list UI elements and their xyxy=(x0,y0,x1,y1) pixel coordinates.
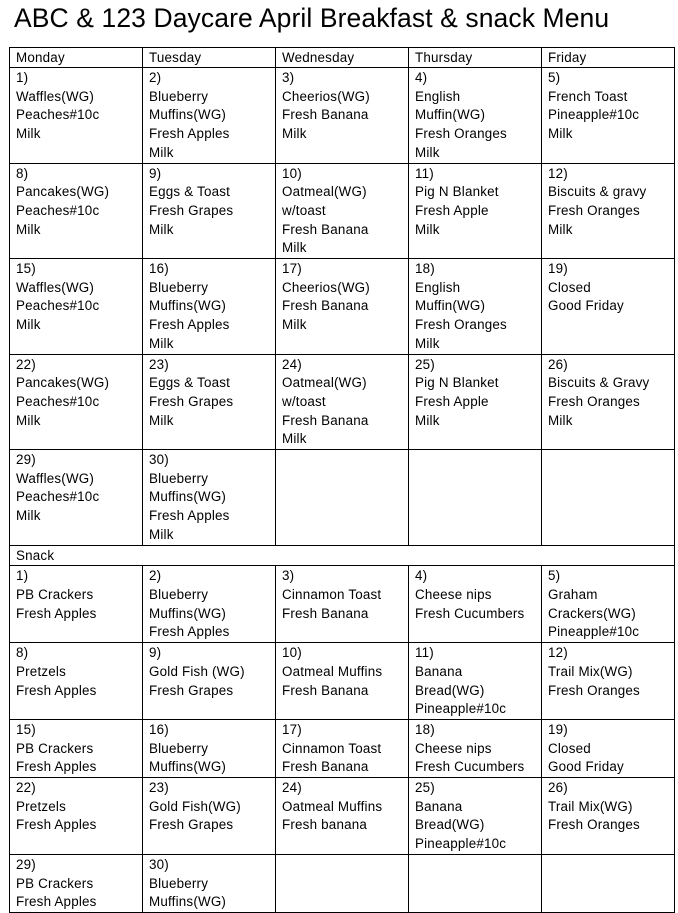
menu-item: Oatmeal Muffins xyxy=(282,798,383,814)
snack-cell-monday xyxy=(10,778,143,855)
day-header-wednesday: Wednesday xyxy=(276,48,409,68)
breakfast-cell-tuesday xyxy=(143,163,276,259)
breakfast-cell-thursday xyxy=(409,163,542,259)
breakfast-cell-wednesday xyxy=(276,450,409,546)
menu-item: Fresh Oranges xyxy=(548,202,640,218)
menu-item: Pig N Blanket xyxy=(415,184,499,200)
menu-item: Milk xyxy=(149,221,174,237)
menu-item: Milk xyxy=(282,431,307,447)
menu-item: Blueberry xyxy=(149,875,209,891)
menu-item: Muffins(WG) xyxy=(149,605,227,621)
menu-item: Muffins(WG) xyxy=(149,489,227,505)
snack-cell-wednesday xyxy=(276,719,409,777)
snack-cell-friday xyxy=(542,719,675,777)
breakfast-week-row xyxy=(10,354,675,450)
date-number: 16) xyxy=(149,721,169,737)
snack-week-row xyxy=(10,778,675,855)
menu-item: Fresh Apples xyxy=(16,894,97,910)
menu-item: Fresh Apple xyxy=(415,202,489,218)
snack-cell-tuesday xyxy=(143,854,276,912)
menu-item: Milk xyxy=(415,144,440,160)
day-header-tuesday: Tuesday xyxy=(143,48,276,68)
snack-header-row xyxy=(10,545,675,566)
day-header-monday: Monday xyxy=(10,48,143,68)
breakfast-cell-monday xyxy=(10,354,143,450)
date-number: 22) xyxy=(16,780,36,796)
breakfast-cell-thursday xyxy=(409,450,542,546)
date-number: 10) xyxy=(282,645,302,661)
menu-item: Cheerios(WG) xyxy=(282,88,370,104)
date-number: 15) xyxy=(16,721,36,737)
page-title: ABC & 123 Daycare April Breakfast & snack Menu xyxy=(14,3,610,33)
breakfast-cell-wednesday xyxy=(276,354,409,450)
menu-item: Milk xyxy=(149,526,174,542)
date-number: 23) xyxy=(149,356,169,372)
snack-cell-monday xyxy=(10,719,143,777)
menu-item: Biscuits & Gravy xyxy=(548,375,650,391)
breakfast-cell-wednesday xyxy=(276,259,409,355)
menu-item: Milk xyxy=(16,508,41,524)
menu-item: Fresh Cucumbers xyxy=(415,605,525,621)
menu-item: Trail Mix(WG) xyxy=(548,798,633,814)
menu-item: Pancakes(WG) xyxy=(16,184,110,200)
date-number: 15) xyxy=(16,261,36,277)
date-number: 1) xyxy=(16,568,29,584)
menu-item: Fresh Apples xyxy=(149,126,230,142)
menu-item: Oatmeal Muffins xyxy=(282,663,383,679)
day-header-friday: Friday xyxy=(542,48,675,68)
menu-item: Fresh Apples xyxy=(16,817,97,833)
snack-cell-monday xyxy=(10,854,143,912)
snack-cell-monday xyxy=(10,566,143,643)
menu-item: Banana xyxy=(415,663,463,679)
menu-item: Peaches#10c xyxy=(16,107,100,123)
date-number: 19) xyxy=(548,721,568,737)
date-number: 24) xyxy=(282,780,302,796)
menu-item: Gold Fish(WG) xyxy=(149,798,241,814)
breakfast-cell-thursday xyxy=(409,259,542,355)
date-number: 8) xyxy=(16,165,29,181)
date-number: 25) xyxy=(415,356,435,372)
date-number: 5) xyxy=(548,568,561,584)
menu-item: Milk xyxy=(282,240,307,256)
snack-cell-tuesday xyxy=(143,778,276,855)
breakfast-cell-thursday xyxy=(409,68,542,164)
date-number: 3) xyxy=(282,568,295,584)
menu-item: Milk xyxy=(149,412,174,428)
menu-item: PB Crackers xyxy=(16,875,94,891)
date-number: 17) xyxy=(282,721,302,737)
breakfast-section xyxy=(10,68,675,546)
date-number: 29) xyxy=(16,856,36,872)
menu-item: Milk xyxy=(282,126,307,142)
menu-item: Bread(WG) xyxy=(415,682,485,698)
breakfast-cell-friday xyxy=(542,450,675,546)
menu-item: w/toast xyxy=(282,202,326,218)
snack-cell-tuesday xyxy=(143,719,276,777)
breakfast-cell-monday xyxy=(10,68,143,164)
menu-item: Peaches#10c xyxy=(16,298,100,314)
menu-item: Pancakes(WG) xyxy=(16,375,110,391)
menu-item: Waffles(WG) xyxy=(16,470,95,486)
menu-item: Milk xyxy=(548,126,573,142)
date-number: 30) xyxy=(149,452,169,468)
snack-cell-wednesday xyxy=(276,778,409,855)
menu-item: Muffins(WG) xyxy=(149,759,227,775)
menu-item: Fresh Apple xyxy=(415,393,489,409)
menu-item: Fresh Banana xyxy=(282,605,369,621)
breakfast-cell-tuesday xyxy=(143,259,276,355)
menu-item: Milk xyxy=(548,221,573,237)
date-number: 29) xyxy=(16,452,36,468)
breakfast-week-row xyxy=(10,259,675,355)
menu-item: Fresh Grapes xyxy=(149,393,234,409)
breakfast-cell-friday xyxy=(542,259,675,355)
menu-item: Closed xyxy=(548,279,591,295)
breakfast-week-row xyxy=(10,163,675,259)
menu-item: Fresh Banana xyxy=(282,682,369,698)
menu-item: Fresh Grapes xyxy=(149,817,234,833)
menu-item: Fresh Oranges xyxy=(548,817,640,833)
menu-item: Oatmeal(WG) xyxy=(282,184,367,200)
snack-section xyxy=(10,566,675,913)
menu-item: Milk xyxy=(16,126,41,142)
date-number: 1) xyxy=(16,70,29,85)
menu-item: PB Crackers xyxy=(16,740,94,756)
menu-item: Closed xyxy=(548,740,591,756)
breakfast-cell-friday xyxy=(542,354,675,450)
menu-item: PB Crackers xyxy=(16,586,94,602)
menu-item: Muffins(WG) xyxy=(149,298,227,314)
date-number: 30) xyxy=(149,856,169,872)
menu-item: Milk xyxy=(16,221,41,237)
menu-item: Pineapple#10c xyxy=(415,836,507,852)
menu-item: Blueberry xyxy=(149,586,209,602)
day-header-row xyxy=(10,48,675,68)
date-number: 18) xyxy=(415,721,435,737)
menu-item: w/toast xyxy=(282,393,326,409)
menu-item: Waffles(WG) xyxy=(16,279,95,295)
date-number: 4) xyxy=(415,568,428,584)
menu-item: Milk xyxy=(415,335,440,351)
snack-cell-wednesday xyxy=(276,643,409,720)
date-number: 26) xyxy=(548,780,568,796)
menu-item: Cheese nips xyxy=(415,586,492,602)
snack-cell-thursday xyxy=(409,719,542,777)
date-number: 9) xyxy=(149,645,162,661)
menu-item: Fresh Banana xyxy=(282,221,369,237)
menu-item: Fresh banana xyxy=(282,817,368,833)
menu-item: Eggs & Toast xyxy=(149,375,231,391)
menu-item: English xyxy=(415,279,461,295)
breakfast-cell-friday xyxy=(542,163,675,259)
date-number: 23) xyxy=(149,780,169,796)
menu-item: Blueberry xyxy=(149,740,209,756)
menu-item: Fresh Cucumbers xyxy=(415,759,525,775)
menu-item: Blueberry xyxy=(149,88,209,104)
date-number: 11) xyxy=(415,645,434,661)
menu-item: Peaches#10c xyxy=(16,489,100,505)
snack-week-row xyxy=(10,719,675,777)
date-number: 5) xyxy=(548,70,561,85)
menu-item: Milk xyxy=(16,412,41,428)
menu-item: Milk xyxy=(415,412,440,428)
breakfast-week-row xyxy=(10,68,675,164)
menu-item: Blueberry xyxy=(149,279,209,295)
menu-item: Pineapple#10c xyxy=(548,107,640,123)
menu-item: Gold Fish (WG) xyxy=(149,663,245,679)
date-number: 8) xyxy=(16,645,29,661)
menu-item: Muffin(WG) xyxy=(415,298,486,314)
date-number: 25) xyxy=(415,780,435,796)
menu-item: Fresh Apples xyxy=(16,682,97,698)
menu-item: Fresh Oranges xyxy=(548,393,640,409)
date-number: 11) xyxy=(415,165,434,181)
menu-item: Biscuits & gravy xyxy=(548,184,647,200)
date-number: 2) xyxy=(149,568,162,584)
menu-item: Banana xyxy=(415,798,463,814)
menu-item: French Toast xyxy=(548,88,628,104)
date-number: 24) xyxy=(282,356,302,372)
menu-item: Fresh Apples xyxy=(149,508,230,524)
snack-cell-thursday xyxy=(409,854,542,912)
menu-item: Fresh Apples xyxy=(16,759,97,775)
breakfast-cell-tuesday xyxy=(143,354,276,450)
menu-item: Milk xyxy=(149,144,174,160)
menu-item: Trail Mix(WG) xyxy=(548,663,633,679)
menu-item: Blueberry xyxy=(149,470,209,486)
snack-cell-thursday xyxy=(409,643,542,720)
menu-item: Waffles(WG) xyxy=(16,88,95,104)
menu-item: Pretzels xyxy=(16,798,66,814)
breakfast-cell-monday xyxy=(10,259,143,355)
menu-item: Good Friday xyxy=(548,298,624,314)
menu-item: Fresh Banana xyxy=(282,412,369,428)
menu-item: Milk xyxy=(415,221,440,237)
menu-item: Oatmeal(WG) xyxy=(282,375,367,391)
date-number: 12) xyxy=(548,165,568,181)
snack-cell-wednesday xyxy=(276,854,409,912)
menu-item: Fresh Apples xyxy=(16,605,97,621)
menu-item: Peaches#10c xyxy=(16,393,100,409)
menu-item: Cheese nips xyxy=(415,740,492,756)
menu-item: Muffin(WG) xyxy=(415,107,486,123)
breakfast-cell-wednesday xyxy=(276,163,409,259)
snack-cell-friday xyxy=(542,643,675,720)
breakfast-cell-friday xyxy=(542,68,675,164)
date-number: 26) xyxy=(548,356,568,372)
snack-week-row xyxy=(10,643,675,720)
breakfast-cell-thursday xyxy=(409,354,542,450)
date-number: 18) xyxy=(415,261,435,277)
menu-item: Fresh Grapes xyxy=(149,202,234,218)
menu-item: Milk xyxy=(548,412,573,428)
menu-item: Good Friday xyxy=(548,759,624,775)
breakfast-cell-tuesday xyxy=(143,68,276,164)
date-number: 12) xyxy=(548,645,568,661)
menu-item: English xyxy=(415,88,461,104)
menu-item: Peaches#10c xyxy=(16,202,100,218)
menu-item: Fresh Banana xyxy=(282,759,369,775)
date-number: 2) xyxy=(149,70,162,85)
menu-item: Pretzels xyxy=(16,663,66,679)
snack-cell-tuesday xyxy=(143,566,276,643)
menu-item: Fresh Oranges xyxy=(548,682,640,698)
menu-item: Fresh Banana xyxy=(282,107,369,123)
snack-cell-tuesday xyxy=(143,643,276,720)
menu-item: Cinnamon Toast xyxy=(282,586,382,602)
snack-cell-thursday xyxy=(409,778,542,855)
menu-item: Fresh Apples xyxy=(149,317,230,333)
menu-item: Fresh Oranges xyxy=(415,317,507,333)
date-number: 22) xyxy=(16,356,36,372)
date-number: 3) xyxy=(282,70,295,85)
snack-cell-friday xyxy=(542,778,675,855)
menu-item: Milk xyxy=(149,335,174,351)
snack-cell-monday xyxy=(10,643,143,720)
menu-item: Bread(WG) xyxy=(415,817,485,833)
menu-item: Pineapple#10c xyxy=(415,701,507,717)
date-number: 16) xyxy=(149,261,169,277)
menu-item: Pineapple#10c xyxy=(548,624,640,640)
date-number: 9) xyxy=(149,165,162,181)
date-number: 19) xyxy=(548,261,568,277)
menu-item: Graham xyxy=(548,586,598,602)
menu-item: Eggs & Toast xyxy=(149,184,231,200)
menu-item: Muffins(WG) xyxy=(149,107,227,123)
snack-week-row xyxy=(10,854,675,912)
menu-item: Fresh Grapes xyxy=(149,682,234,698)
menu-item: Pig N Blanket xyxy=(415,375,499,391)
snack-cell-friday xyxy=(542,854,675,912)
day-header-thursday: Thursday xyxy=(409,48,542,68)
menu-item: Milk xyxy=(16,317,41,333)
snack-cell-thursday xyxy=(409,566,542,643)
snack-section-label: Snack xyxy=(10,545,675,566)
breakfast-cell-monday xyxy=(10,163,143,259)
date-number: 10) xyxy=(282,165,302,181)
menu-item: Fresh Banana xyxy=(282,298,369,314)
snack-cell-wednesday xyxy=(276,566,409,643)
menu-item: Milk xyxy=(282,317,307,333)
menu-item: Cinnamon Toast xyxy=(282,740,382,756)
date-number: 4) xyxy=(415,70,428,85)
menu-item: Crackers(WG) xyxy=(548,605,636,621)
breakfast-cell-monday xyxy=(10,450,143,546)
snack-week-row xyxy=(10,566,675,643)
menu-table xyxy=(9,47,675,913)
menu-item: Muffins(WG) xyxy=(149,894,227,910)
date-number: 17) xyxy=(282,261,302,277)
breakfast-week-row xyxy=(10,450,675,546)
breakfast-cell-tuesday xyxy=(143,450,276,546)
snack-cell-friday xyxy=(542,566,675,643)
breakfast-cell-wednesday xyxy=(276,68,409,164)
menu-item: Fresh Oranges xyxy=(415,126,507,142)
menu-item: Fresh Apples xyxy=(149,624,230,640)
menu-item: Cheerios(WG) xyxy=(282,279,370,295)
